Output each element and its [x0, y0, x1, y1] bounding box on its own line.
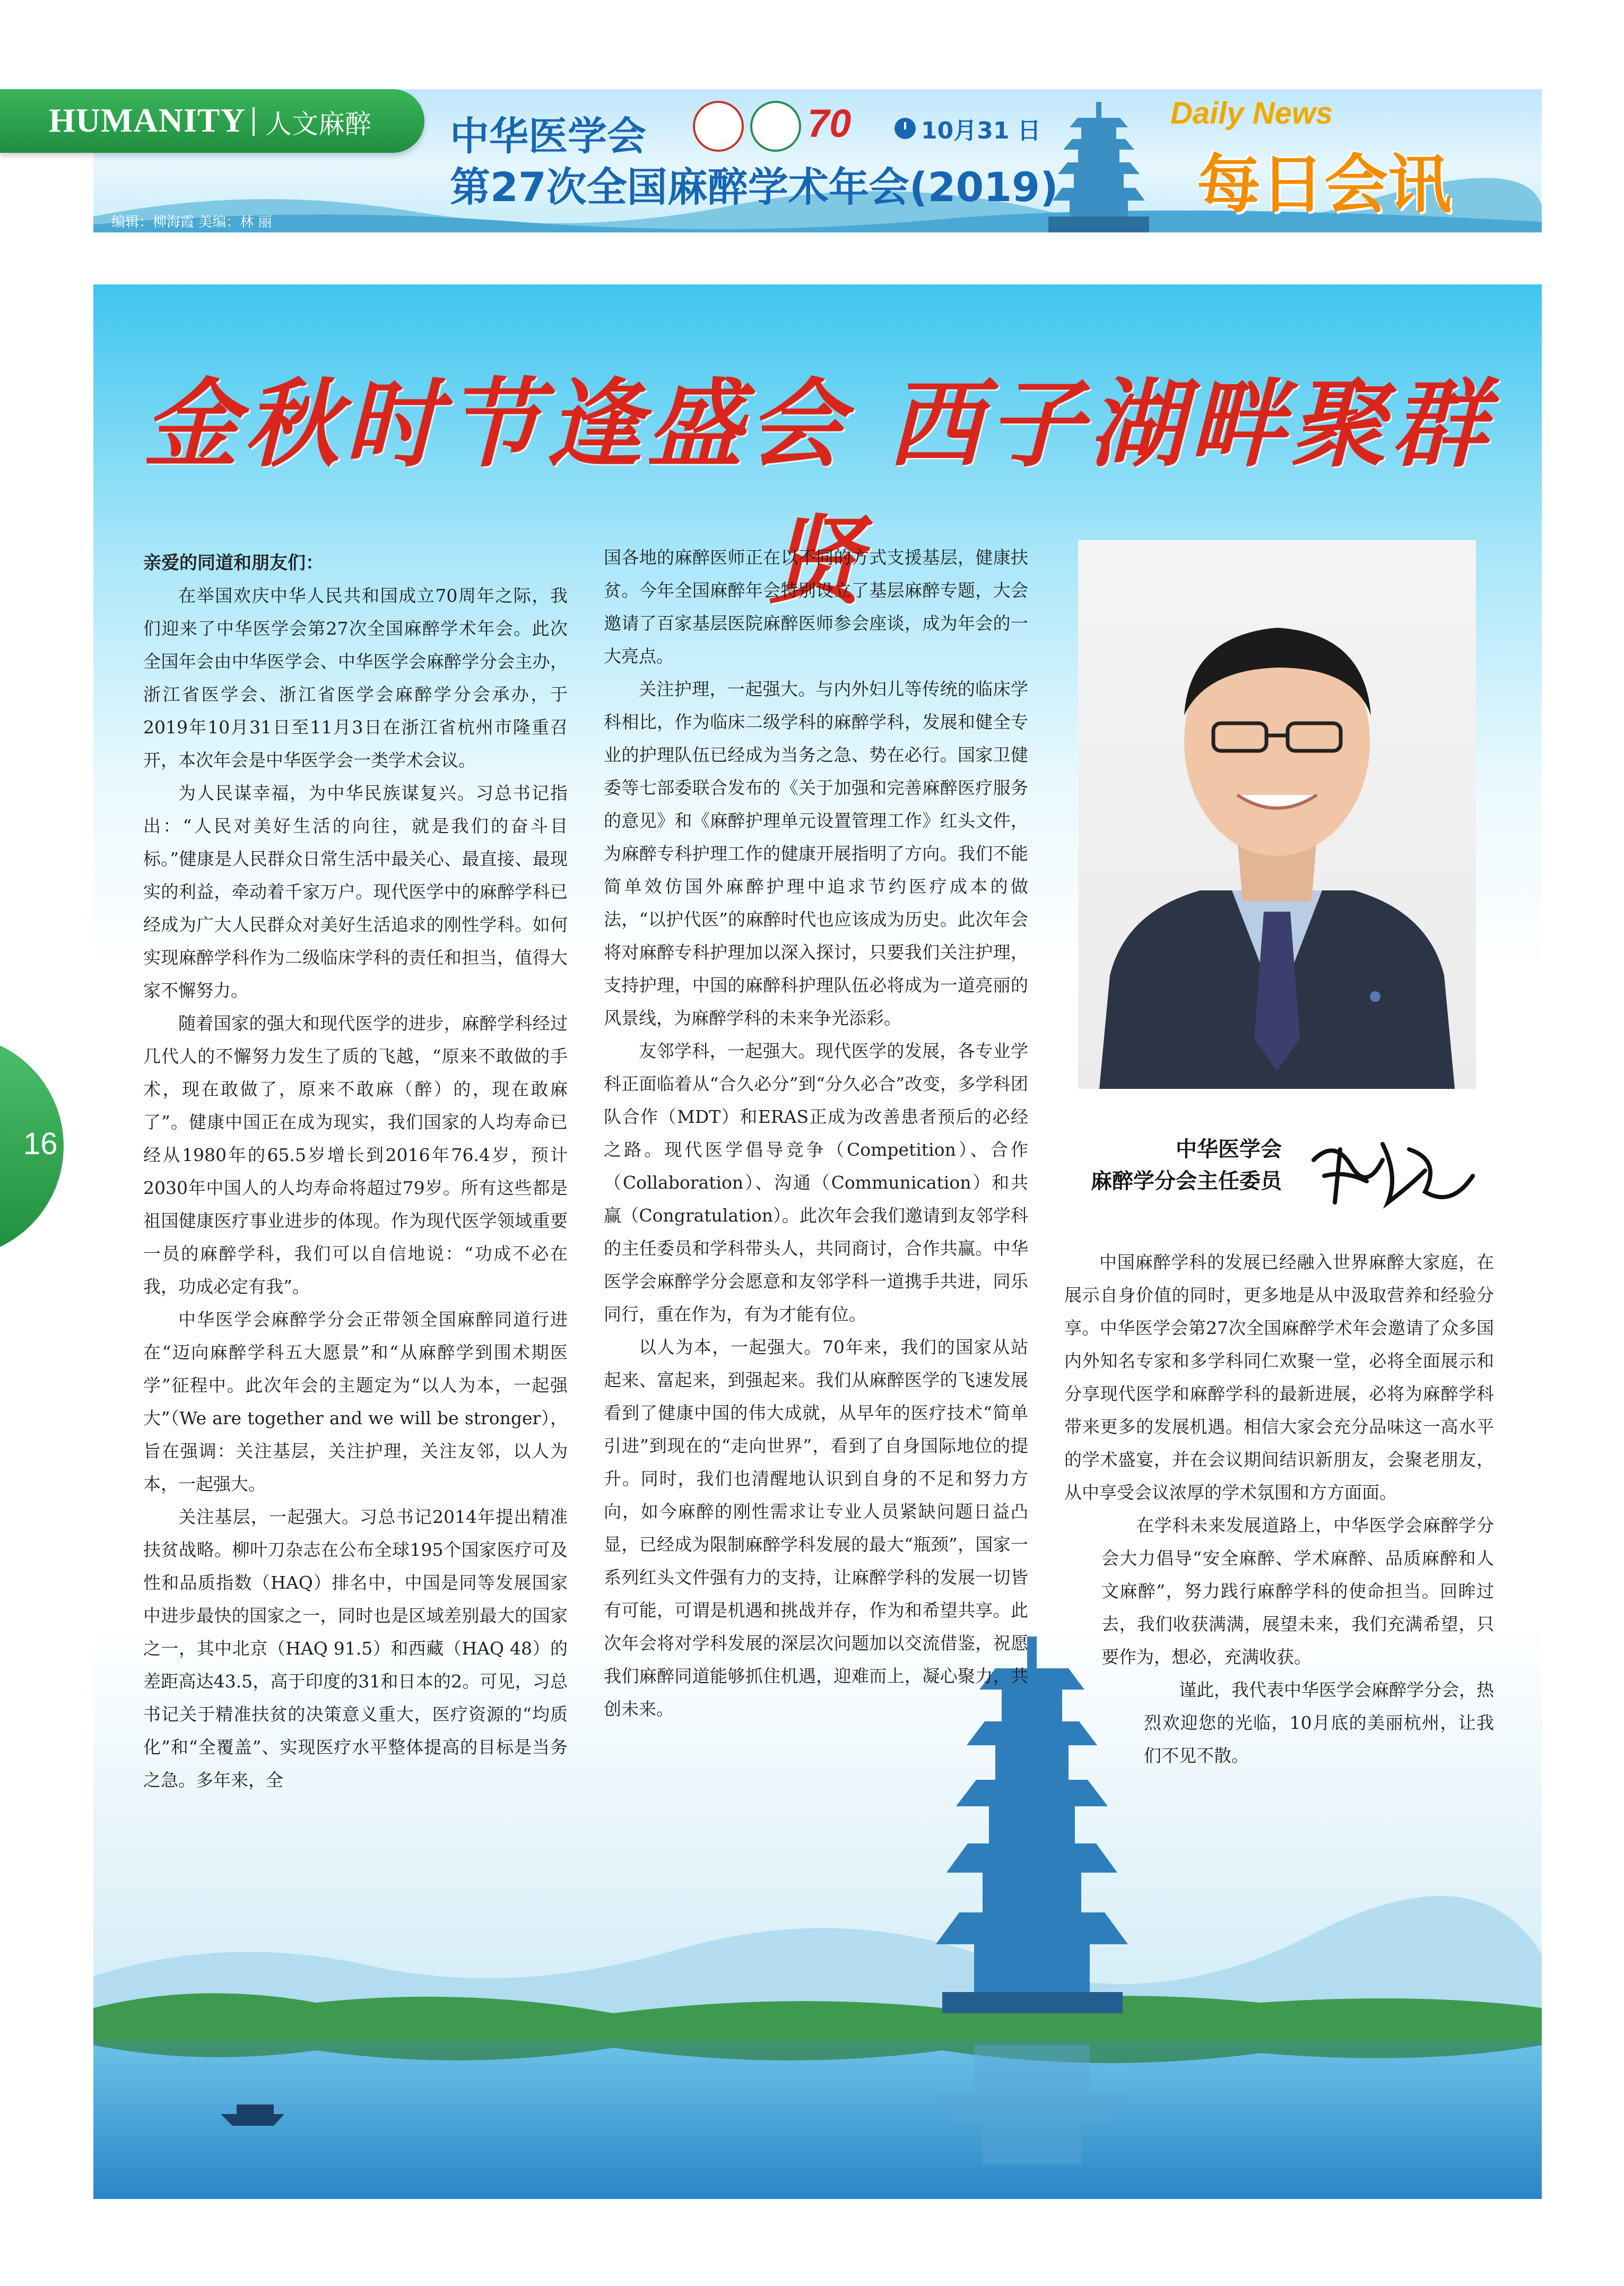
cma-logo-icon [693, 101, 744, 152]
page-number: 16 [23, 1127, 58, 1161]
paragraph: 关注基层，一起强大。习总书记2014年提出精准扶贫战略。柳叶刀杂志在公布全球195个国家医疗可及性和品质指数（HAQ）排名中，中国是同等发展国家中进步最快的国家之一，同时也是区域差别最大的国家之一，其中北京（HAQ 91.5）和西藏（HAQ 48）的差距高达43.5，高于印度的31和日本的2。可见，习总书记关于精准扶贫的决策意义重大，医疗资源的“均质化”和“全覆盖”、实现医疗水平整体提高的目标是当务之急。多年来，全 [143, 1506, 568, 1790]
section-name-cn: 人文麻醉 [265, 109, 371, 140]
clock-icon [894, 118, 916, 139]
issue-date: 10月31 日 [894, 111, 1041, 145]
author-signature-block [1064, 1128, 1489, 1218]
paragraph: 中国麻醉学科的发展已经融入世界麻醉大家庭，在展示自身价值的同时，更多地是从中汲取营养和经验分享。中华医学会第27次全国麻醉学术年会邀请了众多国内外知名专家和多学科同仁欢聚一堂，必将全面展示和分享现代医学和麻醉学科的最新进展，必将为麻醉学科带来更多的发展机遇。相信大家会充分品味这一高水平的学术盛宴，并在会议期间结识新朋友，会聚老朋友，从中享受会议浓厚的学术氛围和方方面面。 [1064, 1252, 1494, 1503]
paragraph: 为人民谋幸福，为中华民族谋复兴。习总书记指出：“人民对美好生活的向往，就是我们的奋斗目标。”健康是人民群众日常生活中最关心、最直接、最现实的利益，牵动着千家万户。现代医学中的麻醉学科已经成为广大人民群众对美好生活追求的刚性学科。如何实现麻醉学科作为二级临床学科的责任和担当，值得大家不懈努力。 [143, 783, 568, 1001]
signature-organization: 中华医学会 [1176, 1137, 1282, 1162]
article-column-2 [604, 541, 1028, 1726]
paragraph: 中华医学会麻醉学分会正带领全国麻醉同道行进在“迈向麻醉学科五大愿景”和“从麻醉学到围术期医学”征程中。此次年会的主题定为“以人为本，一起强大”（We are together and we will be stronger），旨在强调：关注基层，关注护理，关注友邻，以人为本，一起强大。 [143, 1309, 568, 1494]
page-header [0, 0, 1624, 233]
paragraph: 国各地的麻醉医师正在以不同的方式支援基层，健康扶贫。今年全国麻醉年会特别设立了基层麻醉专题，大会邀请了百家基层医院麻醉医师参会座谈，成为年会的一大亮点。 [604, 547, 1028, 666]
article-column-1 [143, 547, 568, 1797]
anesthesia-society-logo-icon [750, 101, 801, 152]
paragraph: 关注护理，一起强大。与内外妇儿等传统的临床学科相比，作为临床二级学科的麻醉学科，发展和健全专业的护理队伍已经成为当务之急、势在必行。国家卫健委等七部委联合发布的《关于加强和完善麻醉医疗服务的意见》和《麻醉护理单元设置管理工作》红头文件，为麻醉专科护理工作的健康开展指明了方向。我们不能简单效仿国外麻醉护理中追求节约医疗成本的做法，“以护代医”的麻醉时代也应该成为历史。此次年会将对麻醉专科护理加以深入探讨，只要我们关注护理，支持护理，中国的麻醉科护理队伍必将成为一道亮丽的风景线，为麻醉学科的未来争光添彩。 [604, 679, 1028, 1028]
paragraph: 以人为本，一起强大。70年来，我们的国家从站起来、富起来，到强起来。我们从麻醉医学的飞速发展看到了健康中国的伟大成就，从早年的医疗技术“简单引进”到现在的“走向世界”，看到了自身国际地位的提升。同时，我们也清醒地认识到自身的不足和努力方向，如今麻醉的刚性需求让专业人员紧缺问题日益凸显，已经成为限制麻醉学科发展的最大“瓶颈”，国家一系列红头文件强有力的支持，让麻醉学科的发展一切皆有可能，可谓是机遇和挑战并存，作为和希望共享。此次年会将对学科发展的深层次问题加以交流借鉴，祝愿我们麻醉同道能够抓住机遇，迎难而上，凝心聚力，共创未来。 [604, 1337, 1028, 1719]
editor-credits: 编辑：柳海霞 美编：林 丽 [111, 214, 272, 230]
paragraph: 谨此，我代表中华医学会麻醉学分会，热烈欢迎您的光临，10月底的美丽杭州，让我们不见不散。 [1144, 1679, 1494, 1766]
paragraph: 在举国欢庆中华人民共和国成立70周年之际，我们迎来了中华医学会第27次全国麻醉学术年会。此次全国年会由中华医学会、中华医学会麻醉学分会主办，浙江省医学会、浙江省医学会麻醉学分会承办，于2019年10月31日至11月3日在浙江省杭州市隆重召开，本次年会是中华医学会一类学术会议。 [143, 585, 568, 770]
article-panel [93, 284, 1542, 2199]
anniversary-70-logo: 70 [807, 101, 852, 145]
signature-title: 麻醉学分会主任委员 [1091, 1169, 1282, 1193]
organization-name: 中华医学会 [450, 114, 646, 159]
author-portrait [1078, 540, 1476, 1089]
greeting: 亲爱的同道和朋友们： [143, 552, 324, 574]
daily-news-title-cn: 每日会讯 [1197, 148, 1452, 222]
portrait-illustration [1078, 540, 1476, 1089]
paragraph: 随着国家的强大和现代医学的进步，麻醉学科经过几代人的不懈努力发生了质的飞越，“原来不敢做的手术，现在敢做了，原来不敢麻（醉）的，现在敢麻了”。健康中国正在成为现实，我们国家的人均寿命已经从1980年的65.5岁增长到2016年76.4岁，预计2030年中国人的人均寿命将超过79岁。所有这些都是祖国健康医疗事业进步的体现。作为现代医学领域重要一员的麻醉学科，我们可以自信地说：“功成不必在我，功成必定有我”。 [143, 1013, 568, 1297]
daily-news-title-en: Daily News [1170, 96, 1333, 131]
article-column-3 [1064, 1246, 1494, 1772]
section-tab [0, 89, 424, 153]
handwritten-signature [1303, 1128, 1483, 1213]
article-headline: 金秋时节逢盛会 西子湖畔聚群贤 [143, 368, 1492, 617]
section-name-en: HUMANITY [49, 101, 246, 139]
paragraph: 在学科未来发展道路上，中华医学会麻醉学分会大力倡导“安全麻醉、学术麻醉、品质麻醉和人文麻醉”，努力践行麻醉学科的使命担当。回眸过去，我们收获满满，展望未来，我们充满希望，只要作为，想必，充满收获。 [1101, 1515, 1494, 1667]
section-divider [253, 107, 255, 136]
conference-name: 第27次全国麻醉学术年会(2019) [450, 163, 1058, 211]
pagoda-icon [1048, 102, 1149, 232]
paragraph: 友邻学科，一起强大。现代医学的发展，各专业学科正面临着从“合久必分”到“分久必合”改变，多学科团队合作（MDT）和ERAS正成为改善患者预后的必经之路。现代医学倡导竞争（Competition）、合作（Collaboration）、沟通（Communication）和共赢（Congratulation）。此次年会我们邀请到友邻学科的主任委员和学科带头人，共同商讨，合作共赢。中华医学会麻醉学分会愿意和友邻学科一道携手共进，同乐同行，重在作为，有为才能有位。 [604, 1041, 1028, 1324]
